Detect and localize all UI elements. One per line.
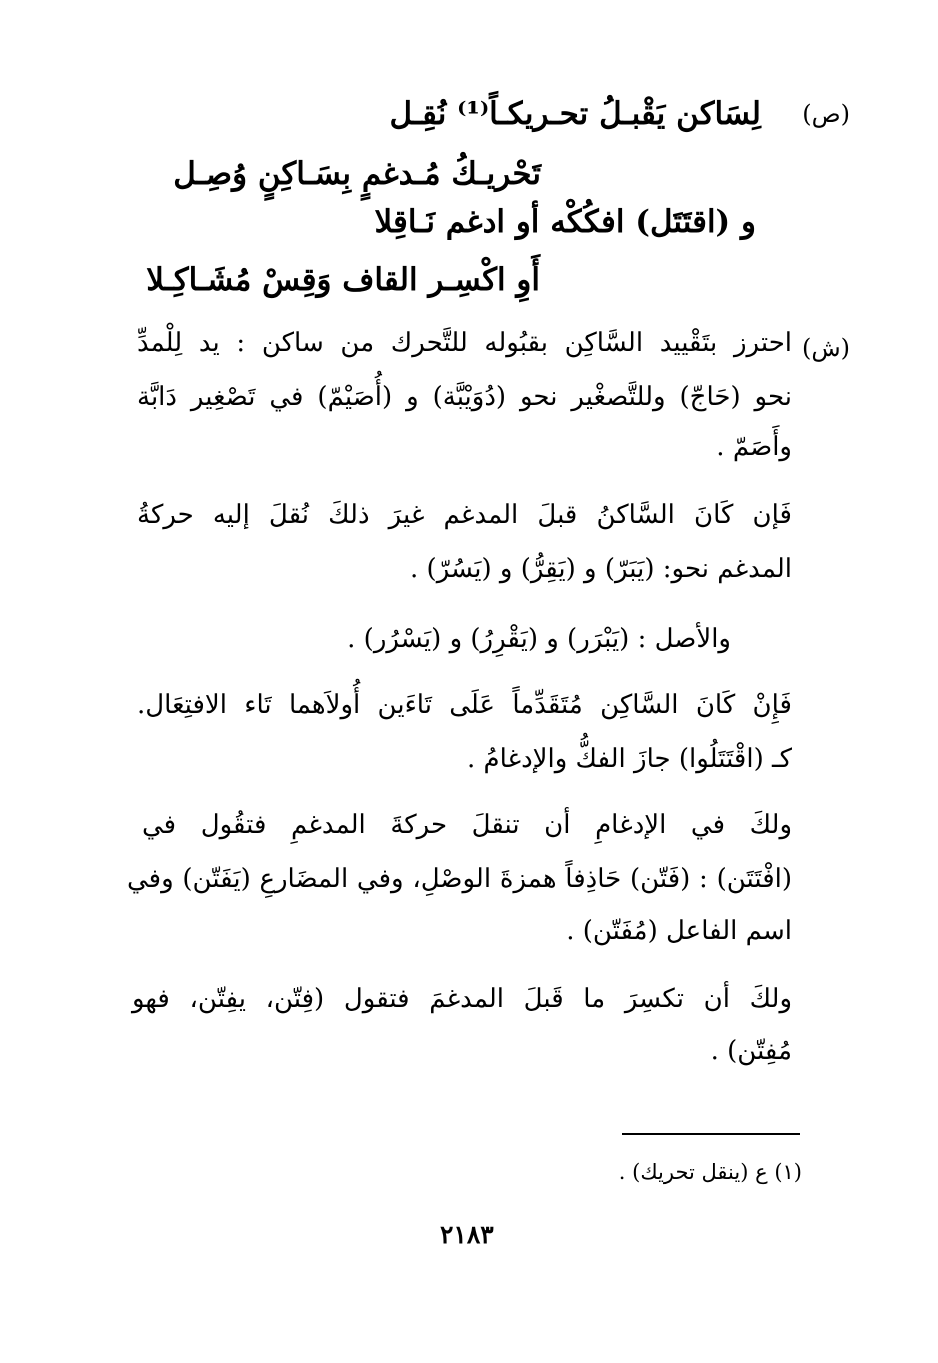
paragraph-line: فَإن كَانَ السَّاكنُ قبلَ المدغم غيرَ ذلكَ نُقلَ إليه حركةُ [137,500,792,530]
commentary-marker: (ش) [801,334,850,362]
verse-line: أَوِ اكْسِـر القاف وَقِسْ مُشَـاكِـلا [146,262,540,298]
page-number: ٢١٨٣ [440,1220,494,1249]
paragraph-line: فَإِنْ كَانَ السَّاكِن مُتَقَدِّماً عَلَى تَاءَين أُولاَهما تَاء الافتِعَال. [137,690,792,720]
paragraph-line: والأصل : (يَبْرَر) و (يَقْرِرُ) و (يَسْرُر) . [347,624,731,654]
paragraph-line: ولكَ أن تكسِرَ ما قَبلَ المدغمَ فتقول (فِتّن، يفِتّن، فهو [132,984,792,1014]
verse-line: و (اقتَتَل) افكُكْه أو ادغم نَـاقِلا [374,204,756,240]
verse-line: لِسَاكن يَقْبـلُ تحـريكـاً⁽¹⁾ نُقِـل [389,96,761,132]
paragraph-line: (افْتَتَن) : (فَتّن) حَاذِفاً همزةَ الوصْلِ، وفي المضَارعِ (يَفَتّن) وفي [127,864,792,894]
paragraph-line: كـ (اقْتَتَلُوا) جازَ الفكُّ والإدغامُ . [466,744,792,774]
paragraph-line: المدغم نحو: (يَبَرّ) و (يَقِرُّ) و (يَسُرّ) . [410,554,792,584]
footnote-separator [622,1133,800,1135]
paragraph-line: ولكَ في الإدغامِ أن تنقلَ حركةَ المدغمِ فتقُول في [142,810,792,840]
paragraph-line: مُفِتّن) . [710,1036,792,1066]
verse-line: تَحْريـكُ مُـدغمٍ بِسَـاكِنٍ وُصِـل [173,156,541,192]
paragraph-line: اسم الفاعل (مُفَتّن) . [566,916,792,946]
commentary-line: وأَصَمّ . [716,432,792,462]
verse-marker: (ص) [802,100,850,128]
footnote: (١) ع (ينقل تحريك) . [618,1160,802,1184]
commentary-line: نحو (حَاجّ) وللتَّصغْير نحو (دُوَيْبَّة) و (أُصَيْمّ) في تَصْغِير دَابَّة [137,382,793,412]
commentary-line: احترز بتَقْييد السَّاكِن بقبُوله للتَّحرك من ساكن : يد لِلْمدِّ [137,328,792,358]
